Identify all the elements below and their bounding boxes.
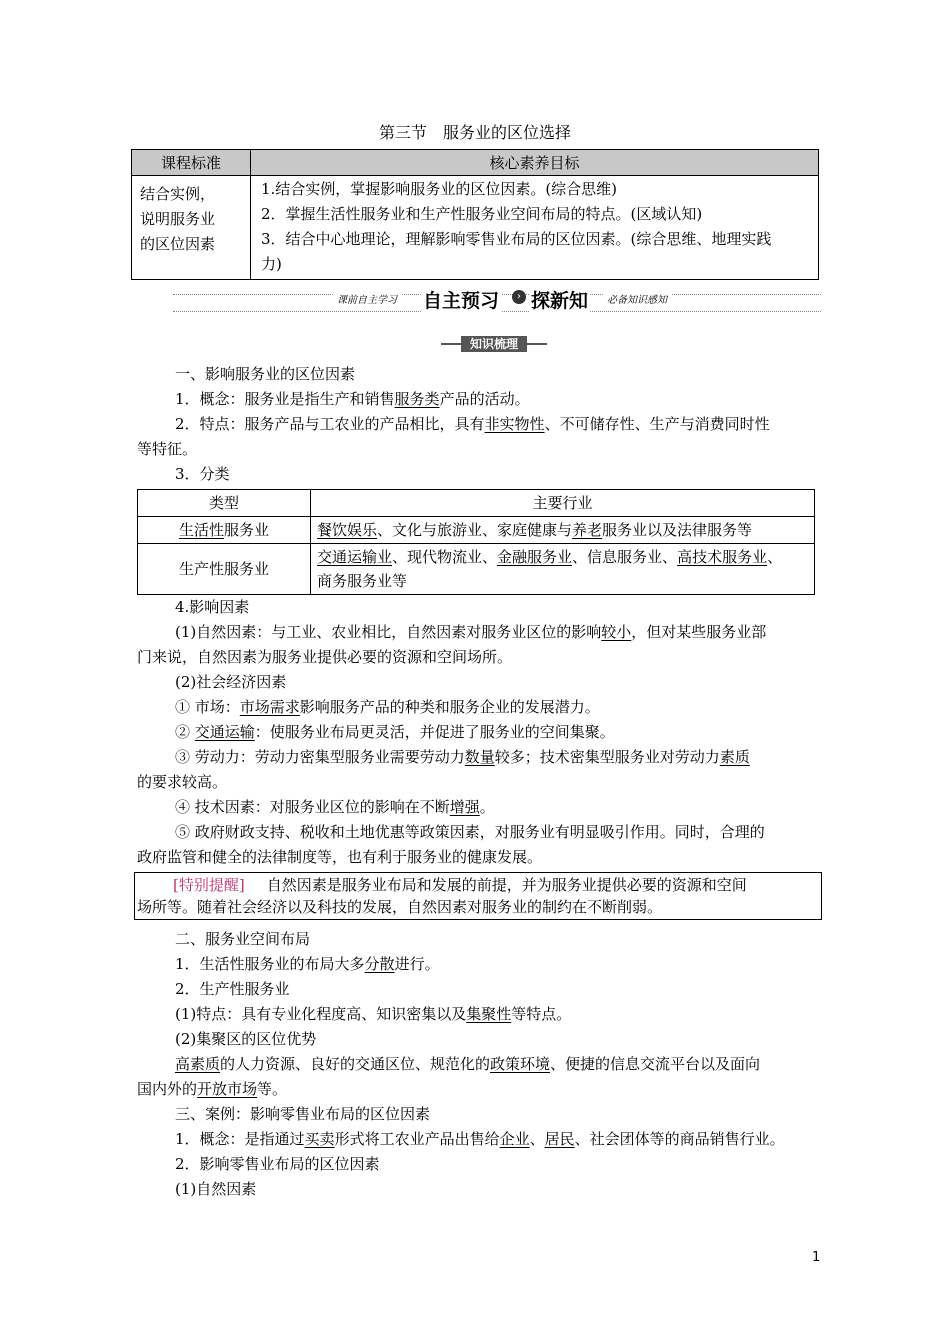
retail-natural-factors: (1)自然因素 bbox=[175, 1180, 257, 1198]
industry-cell-producer: 交通运输业、现代物流业、金融服务业、信息服务业、高技术服务业、 商务服务业等 bbox=[311, 544, 815, 595]
banner-left-text: 课前自主学习 bbox=[333, 291, 401, 306]
standards-cell bbox=[132, 176, 251, 280]
standard-line: 的区位因素 bbox=[140, 235, 216, 253]
section-2-heading: 二、服务业空间布局 bbox=[175, 930, 311, 948]
market-factor: ① 市场：市场需求影响服务产品的种类和服务企业的发展潜力。 bbox=[175, 698, 600, 716]
industry-header: 主要行业 bbox=[311, 490, 815, 517]
goal-line: 力) bbox=[261, 255, 282, 273]
banner-title-2: 探新知 bbox=[529, 286, 590, 313]
knowledge-badge-label: 知识梳理 bbox=[461, 336, 527, 352]
features-line-2: 等特征。 bbox=[137, 440, 198, 458]
standard-line: 说明服务业 bbox=[140, 210, 216, 228]
arrow-circle-icon: › bbox=[512, 290, 526, 304]
knowledge-badge bbox=[441, 336, 547, 352]
retail-concept-line: 1．概念：是指通过买卖形式将工农业产品出售给企业、居民、社会团体等的商品销售行业。 bbox=[175, 1130, 785, 1148]
special-reminder-box bbox=[134, 872, 822, 920]
producer-services-label: 2．生产性服务业 bbox=[175, 980, 290, 998]
page-title: 第三节 服务业的区位选择 bbox=[378, 123, 571, 142]
section-3-heading: 三、案例：影响零售业布局的区位因素 bbox=[175, 1105, 431, 1123]
labor-factor: ③ 劳动力：劳动力密集型服务业需要劳动力数量较多；技术密集型服务业对劳动力素质 bbox=[175, 748, 750, 766]
producer-features-line: (1)特点：具有专业化程度高、知识密集以及集聚性等特点。 bbox=[175, 1005, 572, 1023]
type-cell-consumer: 生活性服务业 bbox=[138, 517, 311, 544]
factors-label: 4.影响因素 bbox=[175, 598, 250, 616]
natural-factors: (1)自然因素：与工业、农业相比，自然因素对服务业区位的影响较小，但对某些服务业部 bbox=[175, 623, 767, 641]
reminder-line-2: 场所等。随着社会经济以及科技的发展，自然因素对服务业的制约在不断削弱。 bbox=[137, 898, 663, 916]
cluster-advantage-line: 高素质的人力资源、良好的交通区位、规范化的政策环境、便捷的信息交流平台以及面向 bbox=[175, 1055, 761, 1073]
goal-line: 1.结合实例，掌握影响服务业的区位因素。(综合思维) bbox=[261, 180, 618, 198]
banner-right-text: 必备知识感知 bbox=[603, 291, 671, 306]
transport-factor: ② 交通运输：使服务业布局更灵活，并促进了服务业的空间集聚。 bbox=[175, 723, 615, 741]
features-line: 2．特点：服务产品与工农业的产品相比，具有非实物性、不可储存性、生产与消费同时性 bbox=[175, 415, 770, 433]
type-header: 类型 bbox=[138, 490, 311, 517]
reminder-tag: [特别提醒] bbox=[173, 876, 245, 894]
policy-factor: ⑤ 政府财政支持、税收和土地优惠等政策因素，对服务业有明显吸引作用。同时，合理的 bbox=[175, 823, 765, 841]
consumer-layout-line: 1．生活性服务业的布局大多分散进行。 bbox=[175, 955, 440, 973]
banner-title-1: 自主预习 bbox=[421, 286, 501, 313]
classification-table bbox=[137, 489, 815, 595]
reminder-line-1: [特别提醒] 自然因素是服务业布局和发展的前提，并为服务业提供必要的资源和空间 bbox=[173, 876, 747, 894]
cluster-advantage-line-2: 国内外的开放市场等。 bbox=[137, 1080, 288, 1098]
classification-label: 3．分类 bbox=[175, 465, 230, 483]
section-1-heading: 一、影响服务业的区位因素 bbox=[175, 365, 356, 383]
standard-line: 结合实例， bbox=[140, 185, 216, 203]
industry-cell-consumer: 餐饮娱乐、文化与旅游业、家庭健康与养老服务业以及法律服务等 bbox=[311, 517, 815, 544]
section-banner bbox=[173, 286, 821, 314]
retail-factors-label: 2．影响零售业布局的区位因素 bbox=[175, 1155, 380, 1173]
cluster-advantage-label: (2)集聚区的区位优势 bbox=[175, 1030, 317, 1048]
labor-factor-line-2: 的要求较高。 bbox=[137, 773, 228, 791]
standards-col-header: 课程标准 bbox=[132, 150, 251, 176]
goals-cell bbox=[251, 176, 819, 280]
goals-col-header: 核心素养目标 bbox=[251, 150, 819, 176]
goal-line: 3．结合中心地理论，理解影响零售业布局的区位因素。(综合思维、地理实践 bbox=[261, 230, 772, 248]
page-number: 1 bbox=[812, 1250, 821, 1265]
standards-table bbox=[131, 149, 819, 280]
tech-factor: ④ 技术因素：对服务业区位的影响在不断增强。 bbox=[175, 798, 495, 816]
natural-factors-line-2: 门来说，自然因素为服务业提供必要的资源和空间场所。 bbox=[137, 648, 513, 666]
policy-factor-line-2: 政府监管和健全的法律制度等，也有利于服务业的健康发展。 bbox=[137, 848, 543, 866]
social-factors-label: (2)社会经济因素 bbox=[175, 673, 287, 691]
concept-line: 1．概念：服务业是指生产和销售服务类产品的活动。 bbox=[175, 390, 530, 408]
type-cell-producer: 生产性服务业 bbox=[138, 544, 311, 595]
goal-line: 2．掌握生活性服务业和生产性服务业空间布局的特点。(区域认知) bbox=[261, 205, 703, 223]
